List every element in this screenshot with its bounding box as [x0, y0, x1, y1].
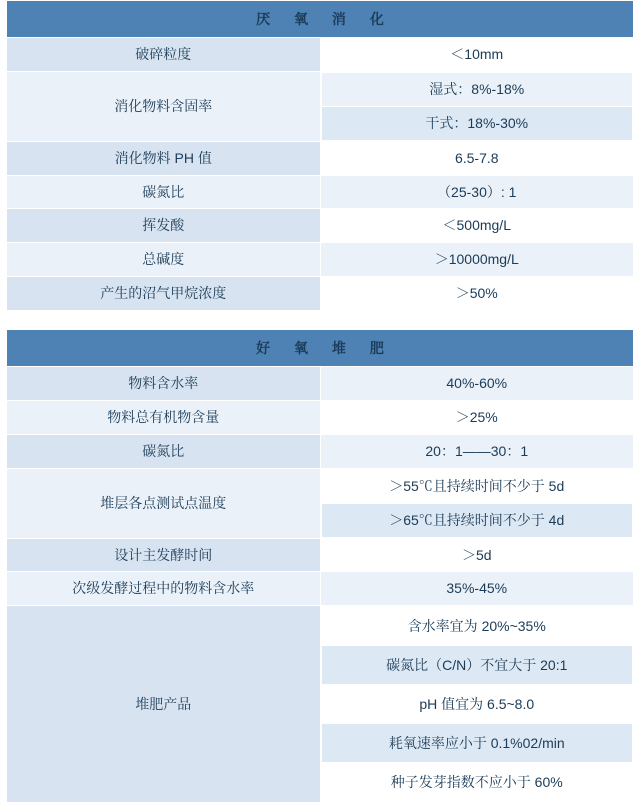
row-label	[7, 141, 321, 175]
row-label-text: 挥发酸	[142, 217, 185, 234]
table-row	[7, 209, 634, 243]
row-value	[321, 72, 633, 106]
row-value-text: 35%-45%	[446, 580, 508, 597]
row-value-text: ＞55℃且持续时间不少于 5d	[389, 477, 565, 494]
section-title-row	[7, 1, 634, 38]
row-value-text: 耗氧速率应小于 0.1%02/min	[388, 734, 565, 751]
row-label-text: 破碎粒度	[135, 46, 192, 62]
sub-row	[321, 72, 633, 106]
section-title: 厌 氧 消 化	[7, 1, 634, 38]
row-label-text: 堆层各点测试点温度	[100, 494, 227, 511]
row-value-text: ＞10000mg/L	[434, 251, 519, 268]
row-value	[320, 175, 634, 209]
row-value-text: 碳氮比（C/N）不宜大于 20:1	[386, 656, 568, 673]
sub-row	[321, 724, 633, 763]
row-label	[7, 277, 321, 311]
row-label	[7, 606, 321, 803]
row-label	[7, 367, 321, 401]
table-row	[7, 141, 634, 175]
row-value-text: pH 值宜为 6.5~8.0	[419, 695, 535, 712]
row-label	[7, 468, 321, 538]
row-value	[321, 106, 633, 140]
row-label	[7, 434, 321, 468]
row-label-text: 消化物料 PH 值	[114, 149, 212, 166]
section-gap	[0, 311, 640, 329]
row-label-text: 物料含水率	[128, 375, 199, 392]
row-value-group	[320, 468, 634, 538]
row-value-text: 种子发芽指数不应小于 60%	[390, 773, 563, 790]
table-row	[7, 367, 634, 401]
sub-row	[321, 763, 633, 802]
row-label	[7, 175, 321, 209]
row-label	[7, 572, 321, 606]
row-value	[320, 277, 634, 311]
row-value-text: ＜500mg/L	[442, 217, 511, 234]
row-value	[321, 763, 633, 802]
table-row	[7, 434, 634, 468]
row-value	[320, 38, 634, 72]
table-row	[7, 243, 634, 277]
table-row	[7, 71, 634, 141]
row-value	[321, 646, 633, 685]
row-value	[321, 469, 633, 503]
table-row	[7, 401, 634, 435]
table-row	[7, 175, 634, 209]
row-value-group	[320, 71, 634, 141]
row-label-text: 堆肥产品	[135, 695, 192, 712]
table-row	[7, 468, 634, 538]
section-title-row	[7, 330, 634, 367]
table-row	[7, 606, 634, 803]
sub-row	[321, 503, 633, 537]
row-value-text: 干式：18%-30%	[425, 114, 529, 131]
row-label-text: 碳氮比	[142, 183, 185, 200]
sub-row	[321, 685, 633, 724]
row-value-group	[320, 606, 634, 803]
row-value-text: ＞25%	[455, 409, 498, 426]
row-value	[320, 141, 634, 175]
row-value	[320, 367, 634, 401]
row-value	[320, 434, 634, 468]
row-label-text: 消化物料含固率	[114, 97, 213, 114]
row-value-text: 6.5-7.8	[454, 149, 499, 166]
row-value-text: 湿式：8%-18%	[429, 80, 525, 97]
sub-value-table	[321, 469, 634, 538]
table-row	[7, 538, 634, 572]
row-value	[321, 685, 633, 724]
row-value	[321, 503, 633, 537]
row-value-text: ＞5d	[461, 546, 492, 563]
row-label-text: 次级发酵过程中的物料含水率	[72, 580, 255, 597]
table-row	[7, 38, 634, 72]
section-title: 好 氧 堆 肥	[7, 330, 634, 367]
row-value	[320, 209, 634, 243]
row-label	[7, 538, 321, 572]
sub-row	[321, 607, 633, 646]
table-row	[7, 277, 634, 311]
sub-row	[321, 106, 633, 140]
table-row	[7, 572, 634, 606]
row-label-text: 碳氮比	[142, 442, 185, 459]
row-value	[320, 243, 634, 277]
row-label-text: 设计主发酵时间	[114, 546, 213, 563]
row-value	[320, 538, 634, 572]
row-value-text: ＜10mm	[450, 46, 504, 62]
row-value-text: 20：1——30：1	[425, 442, 529, 459]
row-label	[7, 243, 321, 277]
sub-value-table	[321, 72, 634, 141]
row-value	[320, 401, 634, 435]
row-label	[7, 38, 321, 72]
row-value-text: （25-30）: 1	[437, 183, 517, 200]
row-value-text: ＞50%	[455, 285, 498, 302]
sub-row	[321, 469, 633, 503]
sub-value-table	[321, 606, 634, 802]
row-value	[321, 724, 633, 763]
sub-row	[321, 646, 633, 685]
row-label-text: 物料总有机物含量	[107, 409, 220, 426]
table-anaerobic-digestion	[6, 0, 634, 311]
row-label	[7, 71, 321, 141]
row-value-text: ＞65℃且持续时间不少于 4d	[389, 511, 565, 528]
row-value-text: 含水率宜为 20%~35%	[407, 617, 546, 634]
row-label	[7, 209, 321, 243]
row-value	[320, 572, 634, 606]
row-label	[7, 401, 321, 435]
table-aerobic-composting	[6, 329, 634, 803]
row-value-text: 40%-60%	[446, 375, 508, 392]
row-value	[321, 607, 633, 646]
row-label-text: 总碱度	[142, 251, 185, 268]
row-label-text: 产生的沼气甲烷浓度	[100, 285, 227, 302]
